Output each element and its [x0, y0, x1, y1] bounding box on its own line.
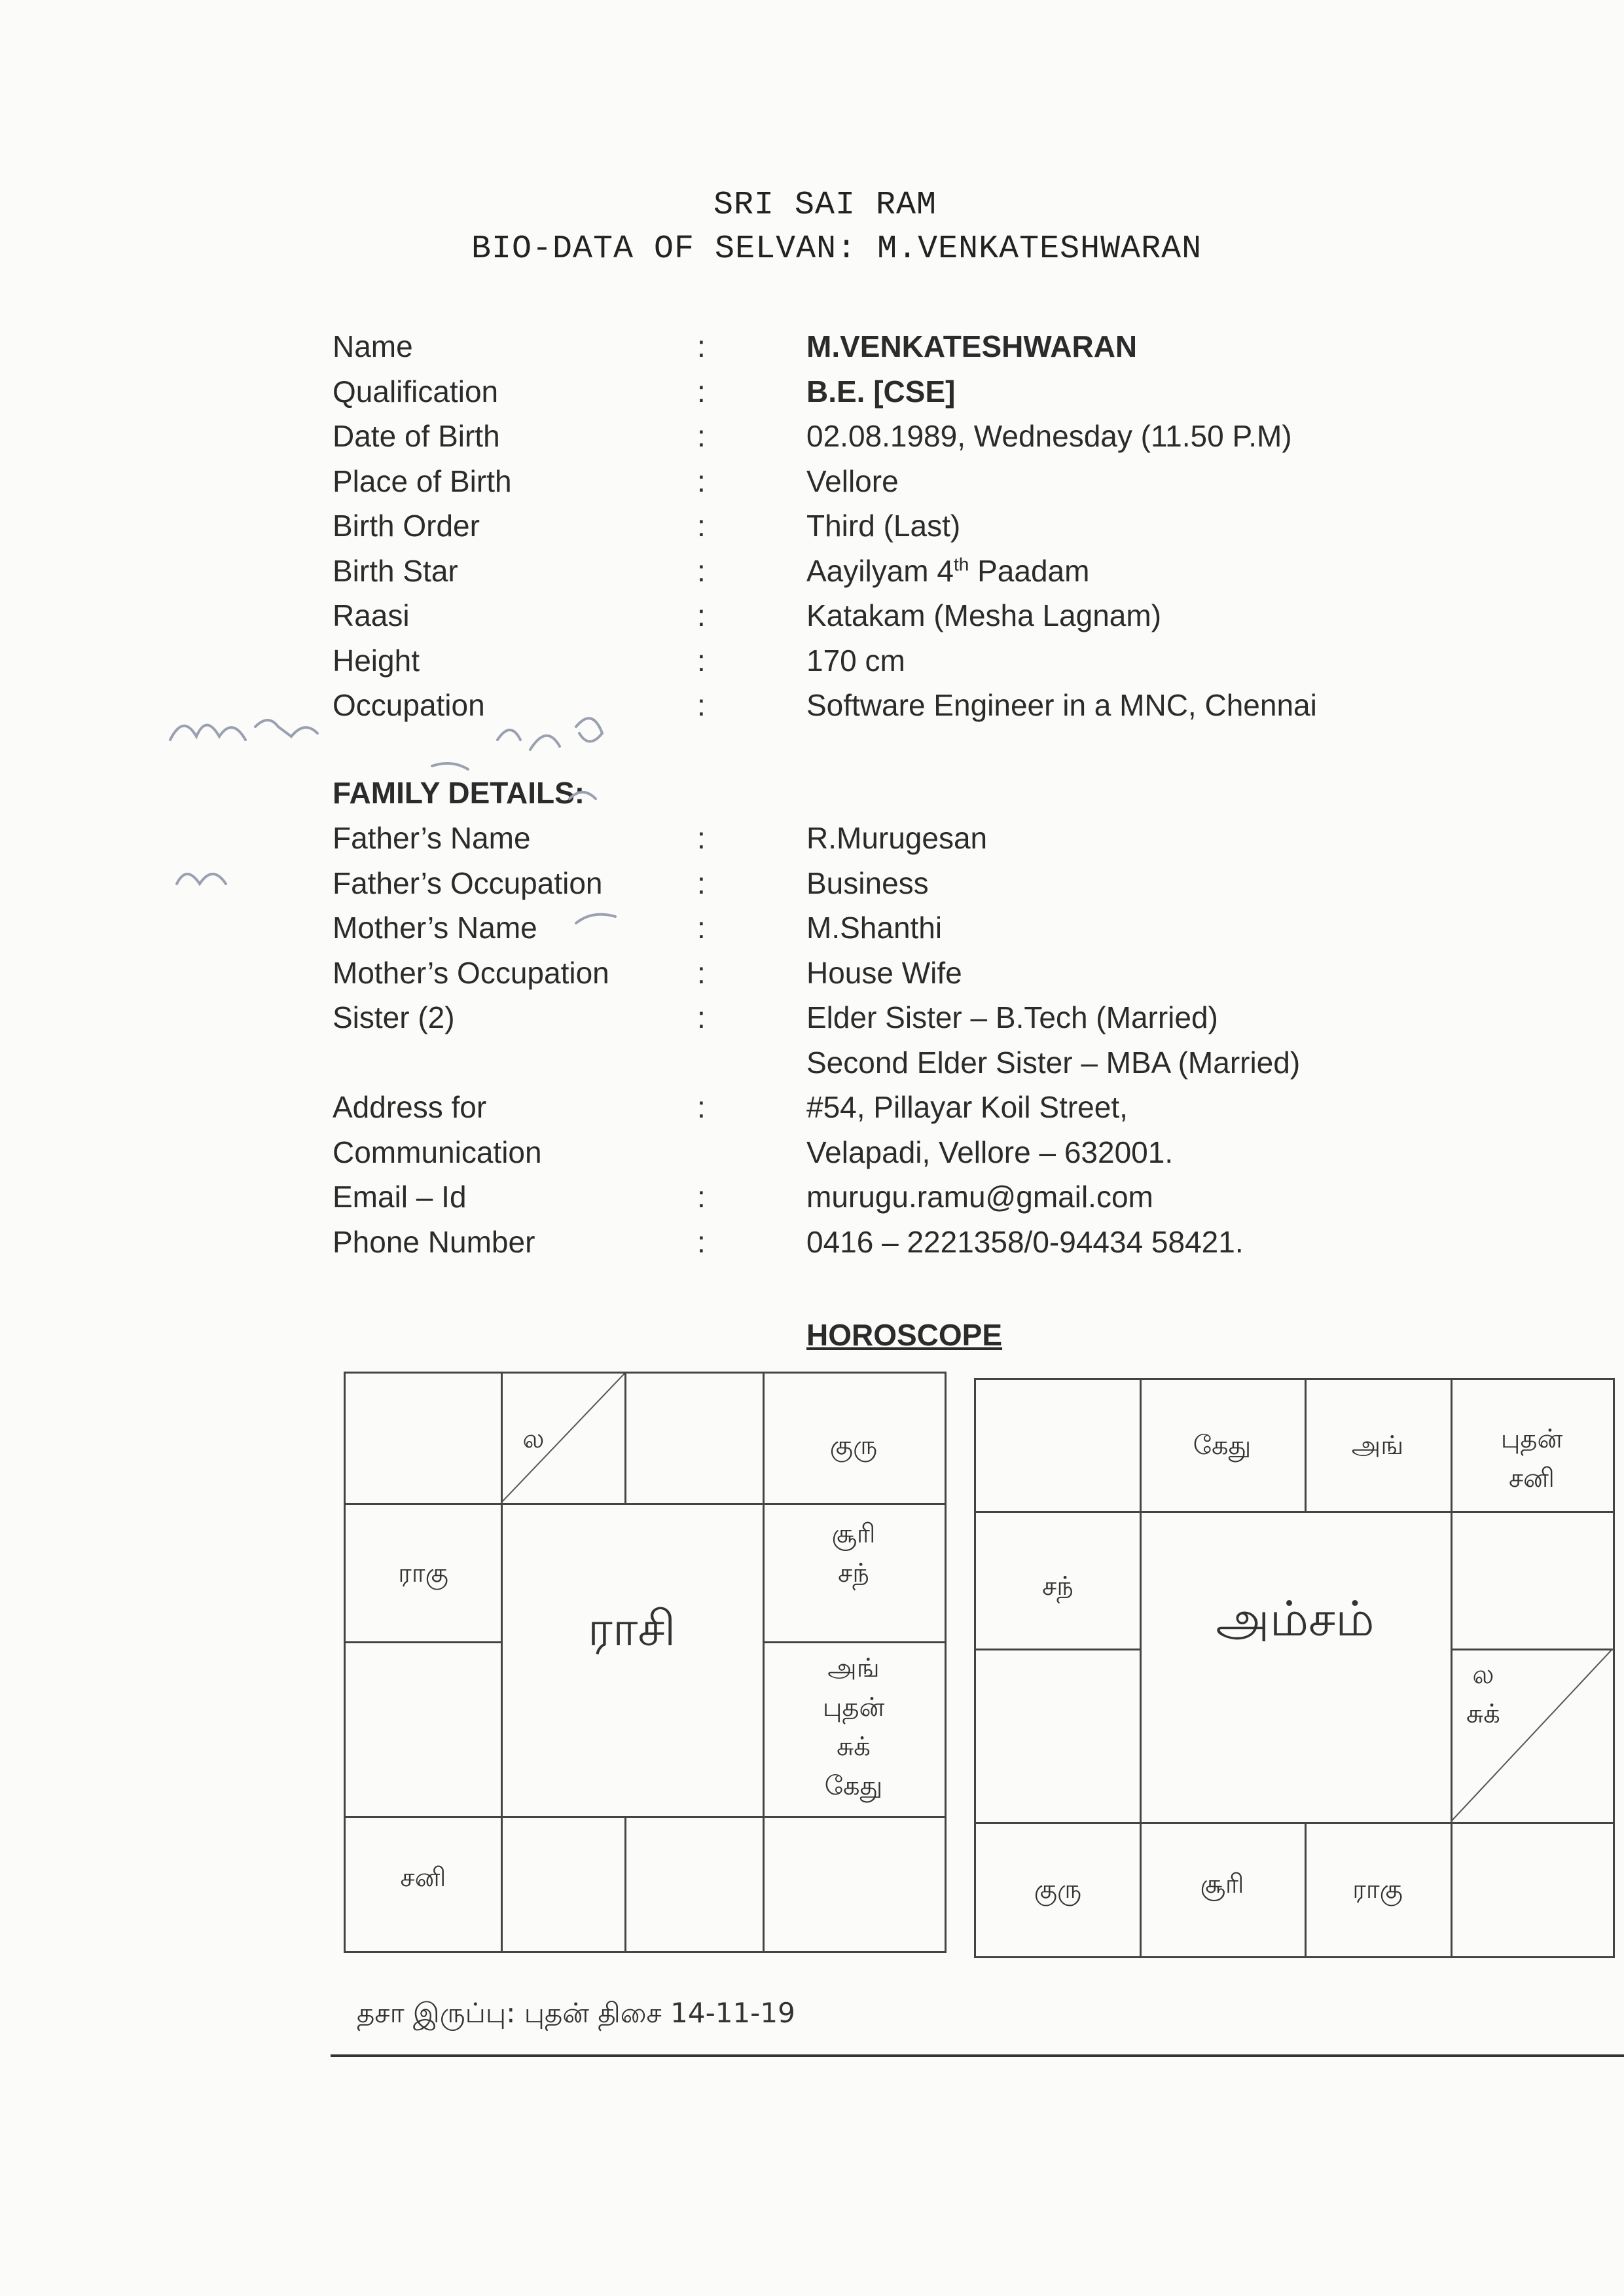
- personal-value-text: 170 cm: [806, 643, 905, 678]
- personal-label: Height: [333, 643, 420, 678]
- amsam-ragu: ராகு: [1352, 1874, 1403, 1904]
- personal-value-text: Katakam (Mesha Lagnam): [806, 598, 1162, 632]
- family-value-text: Second Elder Sister – MBA (Married): [806, 1045, 1301, 1080]
- family-label: Communication: [333, 1135, 542, 1169]
- colon-separator: :: [697, 464, 706, 498]
- rasi-suri-sandh: சூரி சந்: [831, 1519, 876, 1588]
- horoscope-heading: HOROSCOPE: [806, 1318, 1003, 1352]
- personal-value-text: 02.08.1989, Wednesday (11.50 P.M): [806, 419, 1292, 453]
- family-label: Phone Number: [333, 1224, 535, 1259]
- personal-value-text: M.VENKATESHWARAN: [806, 329, 1138, 363]
- personal-value: [806, 329, 1137, 364]
- rasi-lagnam: ல: [522, 1424, 545, 1454]
- amsam-lagnam-sukk: ல சுக்: [1466, 1660, 1500, 1729]
- family-label: Sister (2): [333, 1000, 455, 1034]
- rasi-ragu: ராகு: [398, 1558, 448, 1588]
- colon-separator: :: [697, 955, 706, 990]
- personal-value: [806, 418, 1292, 454]
- amsam-budhan-sani: புதன் சனி: [1500, 1424, 1563, 1493]
- rasi-right-mid: அங் புதன் சுக் கேது: [822, 1653, 885, 1801]
- family-value: [806, 820, 987, 856]
- colon-separator: :: [697, 821, 706, 855]
- family-value: [806, 1224, 1244, 1260]
- family-value: [806, 910, 942, 945]
- family-value-text: M.Shanthi: [806, 911, 943, 945]
- colon-separator: :: [697, 553, 706, 588]
- value-suffix: Paadam: [969, 553, 1090, 588]
- amsam-kethu: கேது: [1193, 1430, 1252, 1461]
- family-label: Father’s Name: [333, 821, 531, 855]
- personal-value: [806, 508, 960, 543]
- family-value: [806, 1179, 1153, 1214]
- personal-label: Occupation: [333, 688, 485, 722]
- rasi-chart: [344, 1372, 947, 1953]
- personal-value: [806, 374, 955, 409]
- colon-separator: :: [697, 598, 706, 632]
- family-label: Mother’s Occupation: [333, 955, 609, 990]
- colon-separator: :: [697, 1180, 706, 1214]
- colon-separator: :: [697, 688, 706, 722]
- family-value-text: R.Murugesan: [806, 821, 988, 855]
- amsam-chart: [974, 1378, 1615, 1958]
- colon-separator: :: [697, 866, 706, 900]
- personal-label: Qualification: [333, 374, 499, 409]
- family-value: [806, 1045, 1300, 1080]
- personal-value-text: Aayilyam 4: [806, 553, 954, 588]
- header-line-2: BIO-DATA OF SELVAN: M.VENKATESHWARAN: [471, 230, 1202, 268]
- amsam-title: அம்சம்: [1216, 1591, 1375, 1647]
- family-label: Address for: [333, 1090, 487, 1124]
- colon-separator: :: [697, 329, 706, 363]
- family-value: [806, 866, 929, 901]
- amsam-sandh: சந்: [1042, 1571, 1074, 1601]
- family-value: [806, 1089, 1128, 1125]
- colon-separator: :: [697, 419, 706, 453]
- family-value-text: murugu.ramu@gmail.com: [806, 1180, 1153, 1214]
- personal-value-text: Software Engineer in a MNC, Chennai: [806, 688, 1317, 722]
- handwritten-marks: [157, 687, 668, 936]
- personal-value: [806, 643, 905, 678]
- colon-separator: :: [697, 643, 706, 678]
- family-value: [806, 1135, 1173, 1170]
- amsam-ang: அங்: [1351, 1430, 1404, 1461]
- colon-separator: :: [697, 1224, 706, 1259]
- family-label: Father’s Occupation: [333, 866, 603, 900]
- family-value-text: Velapadi, Vellore – 632001.: [806, 1135, 1174, 1169]
- family-value-text: House Wife: [806, 955, 962, 990]
- rasi-title: ராசி: [587, 1601, 676, 1657]
- amsam-suri: சூரி: [1200, 1869, 1244, 1899]
- rasi-guru: குரு: [829, 1430, 878, 1461]
- personal-value-text: Vellore: [806, 464, 899, 498]
- rasi-sani: சனி: [400, 1863, 446, 1893]
- footer-rule: [331, 2054, 1624, 2057]
- personal-label: Raasi: [333, 598, 410, 632]
- family-label: Email – Id: [333, 1180, 467, 1214]
- family-value-text: Elder Sister – B.Tech (Married): [806, 1000, 1218, 1034]
- personal-value: [806, 464, 899, 499]
- colon-separator: :: [697, 374, 706, 409]
- personal-value: [806, 553, 1089, 589]
- personal-label: Place of Birth: [333, 464, 512, 498]
- colon-separator: :: [697, 911, 706, 945]
- personal-label: Birth Order: [333, 509, 480, 543]
- ordinal-superscript: th: [953, 554, 969, 575]
- family-value-text: Business: [806, 866, 929, 900]
- personal-label: Date of Birth: [333, 419, 500, 453]
- colon-separator: :: [697, 509, 706, 543]
- family-value: [806, 1000, 1218, 1035]
- personal-label: Name: [333, 329, 413, 363]
- personal-value: [806, 687, 1317, 723]
- family-value: [806, 955, 962, 991]
- family-details-heading: FAMILY DETAILS:: [333, 776, 585, 810]
- colon-separator: :: [697, 1090, 706, 1124]
- family-value-text: #54, Pillayar Koil Street,: [806, 1090, 1128, 1124]
- dasa-note: தசா இருப்பு: புதன் திசை 14-11-19: [357, 1997, 795, 2029]
- personal-value-text: B.E. [CSE]: [806, 374, 956, 409]
- header-line-1: SRI SAI RAM: [713, 187, 937, 224]
- personal-label: Birth Star: [333, 553, 458, 588]
- personal-value-text: Third (Last): [806, 509, 961, 543]
- family-value-text: 0416 – 2221358/0-94434 58421.: [806, 1224, 1244, 1259]
- family-label: Mother’s Name: [333, 911, 537, 945]
- colon-separator: :: [697, 1000, 706, 1034]
- personal-value: [806, 598, 1161, 633]
- amsam-guru: குரு: [1034, 1874, 1082, 1904]
